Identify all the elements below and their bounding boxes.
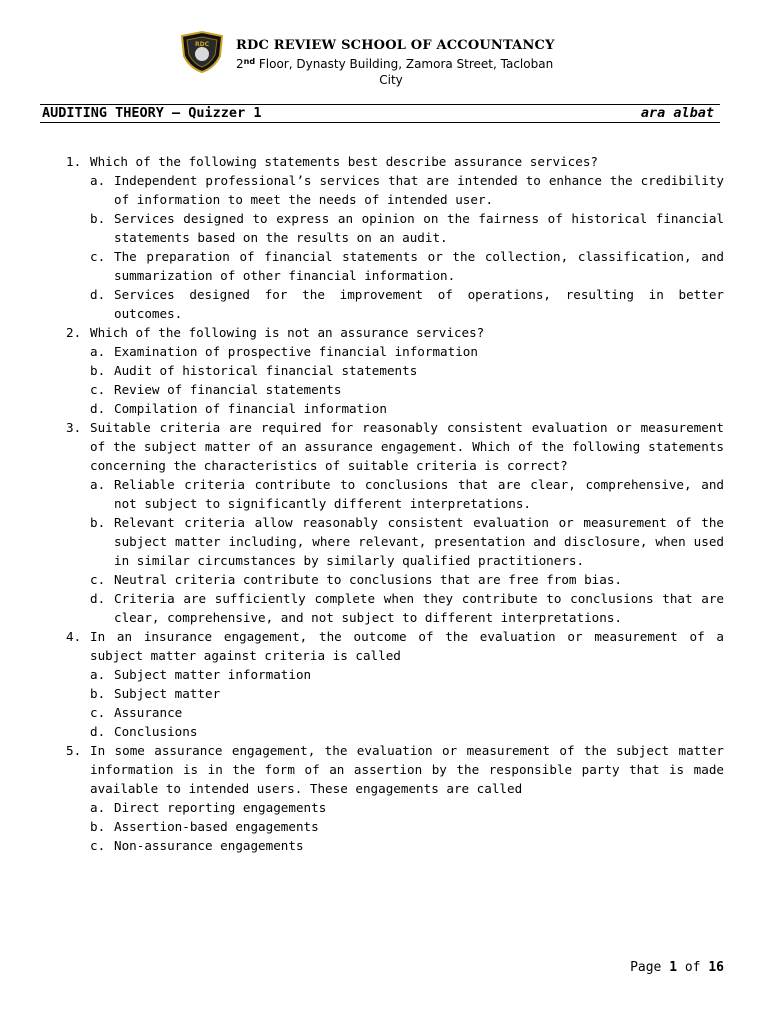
choice-item [90, 798, 724, 817]
question-item [66, 418, 724, 627]
choice-item [90, 247, 724, 285]
choice-text: Services designed for the improvement of operations, resulting in better outcomes. [114, 287, 724, 321]
choice-text: Audit of historical financial statements [114, 363, 418, 378]
question-text: In an insurance engagement, the outcome of the evaluation or measurement of a subject matter against criteria is called [90, 629, 724, 663]
choice-item [90, 475, 724, 513]
question-number: 1. [66, 154, 82, 169]
choice-letter: a. [90, 173, 106, 188]
choice-item [90, 342, 724, 361]
choice-letter: c. [90, 838, 106, 853]
question-item [66, 741, 724, 855]
choice-list [90, 171, 724, 323]
question-text: In some assurance engagement, the evaluation or measurement of the subject matter information is in the form of an assertion by the responsible party that is made available to intended users. These engagements are called [90, 743, 724, 796]
choice-text: Assertion-based engagements [114, 819, 319, 834]
choice-item [90, 703, 724, 722]
choice-text: Assurance [114, 705, 183, 720]
choice-text: Services designed to express an opinion on the fairness of historical financial statements based on the results on an audit. [114, 211, 724, 245]
choice-letter: a. [90, 667, 106, 682]
address-line-1: Floor, Dynasty Building, Zamora Street, Tacloban [255, 57, 554, 71]
question-number: 2. [66, 325, 82, 340]
choice-text: Relevant criteria allow reasonably consistent evaluation or measurement of the subject matter including, where relevant, presentation and disclosure, when used in similar circumstances by similarly qualified practitioners. [114, 515, 724, 568]
choice-item [90, 684, 724, 703]
choice-text: Examination of prospective financial information [114, 344, 478, 359]
choice-list [90, 665, 724, 741]
choice-text: Non-assurance engagements [114, 838, 304, 853]
question-list-container [66, 152, 724, 855]
choice-list [90, 475, 724, 627]
choice-list [90, 342, 724, 418]
choice-text: Compilation of financial information [114, 401, 387, 416]
page-word: Page [630, 960, 662, 975]
question-text: Which of the following statements best describe assurance services? [90, 154, 598, 169]
quiz-title: AUDITING THEORY – Quizzer 1 [42, 105, 262, 121]
choice-text: Neutral criteria contribute to conclusions that are free from bias. [114, 572, 622, 587]
choice-letter: b. [90, 686, 106, 701]
choice-item [90, 513, 724, 570]
title-bar [40, 104, 720, 123]
question-item [66, 152, 724, 323]
choice-letter: c. [90, 705, 106, 720]
choice-item [90, 380, 724, 399]
choice-item [90, 836, 724, 855]
choice-letter: c. [90, 249, 106, 264]
choice-list [90, 798, 724, 855]
choice-text: Direct reporting engagements [114, 800, 327, 815]
choice-letter: c. [90, 572, 106, 587]
page-footer [630, 960, 724, 975]
choice-letter: d. [90, 287, 106, 302]
choice-item [90, 570, 724, 589]
question-item [66, 323, 724, 418]
choice-letter: a. [90, 800, 106, 815]
choice-letter: a. [90, 344, 106, 359]
question-number: 3. [66, 420, 82, 435]
choice-item [90, 399, 724, 418]
choice-text: Review of financial statements [114, 382, 342, 397]
school-name: RDC REVIEW SCHOOL OF ACCOUNTANCY [236, 38, 555, 53]
address-floor-number: 2 [236, 57, 244, 71]
of-word: of [684, 960, 701, 975]
choice-text: Criteria are sufficiently complete when they contribute to conclusions that are clear, comprehensive, and not subject to different interpretations. [114, 591, 724, 625]
choice-letter: d. [90, 724, 106, 739]
choice-letter: b. [90, 363, 106, 378]
address-ordinal-suffix: nd [243, 57, 256, 66]
choice-letter: d. [90, 401, 106, 416]
school-address [236, 56, 576, 88]
choice-letter: d. [90, 591, 106, 606]
school-logo [178, 30, 226, 74]
question-number: 5. [66, 743, 82, 758]
choice-item [90, 285, 724, 323]
choice-text: Conclusions [114, 724, 198, 739]
choice-item [90, 209, 724, 247]
question-item [66, 627, 724, 741]
question-text: Which of the following is not an assurance services? [90, 325, 485, 340]
question-number: 4. [66, 629, 82, 644]
choice-letter: b. [90, 819, 106, 834]
question-list [66, 152, 724, 855]
choice-letter: b. [90, 211, 106, 226]
choice-item [90, 665, 724, 684]
total-page-count: 16 [708, 960, 724, 975]
choice-text: Subject matter [114, 686, 221, 701]
choice-item [90, 589, 724, 627]
choice-letter: c. [90, 382, 106, 397]
address-line-2: City [379, 73, 403, 87]
choice-text: Independent professional’s services that are intended to enhance the credibility of information to meet the needs of intended user. [114, 173, 724, 207]
logo-lettering: RDC [194, 41, 210, 48]
choice-letter: b. [90, 515, 106, 530]
choice-letter: a. [90, 477, 106, 492]
author-name: ara albat [640, 105, 714, 121]
choice-text: Reliable criteria contribute to conclusions that are clear, comprehensive, and not subject to significantly different interpretations. [114, 477, 724, 511]
choice-item [90, 722, 724, 741]
question-text: Suitable criteria are required for reasonably consistent evaluation or measurement of the subject matter of an assurance engagement. Which of the following statements concerning the characteristics of suitable criteria is correct? [90, 420, 724, 473]
choice-item [90, 817, 724, 836]
current-page-number: 1 [669, 960, 678, 975]
choice-text: Subject matter information [114, 667, 312, 682]
choice-text: The preparation of financial statements or the collection, classification, and summarization of other financial information. [114, 249, 724, 283]
choice-item [90, 361, 724, 380]
choice-item [90, 171, 724, 209]
